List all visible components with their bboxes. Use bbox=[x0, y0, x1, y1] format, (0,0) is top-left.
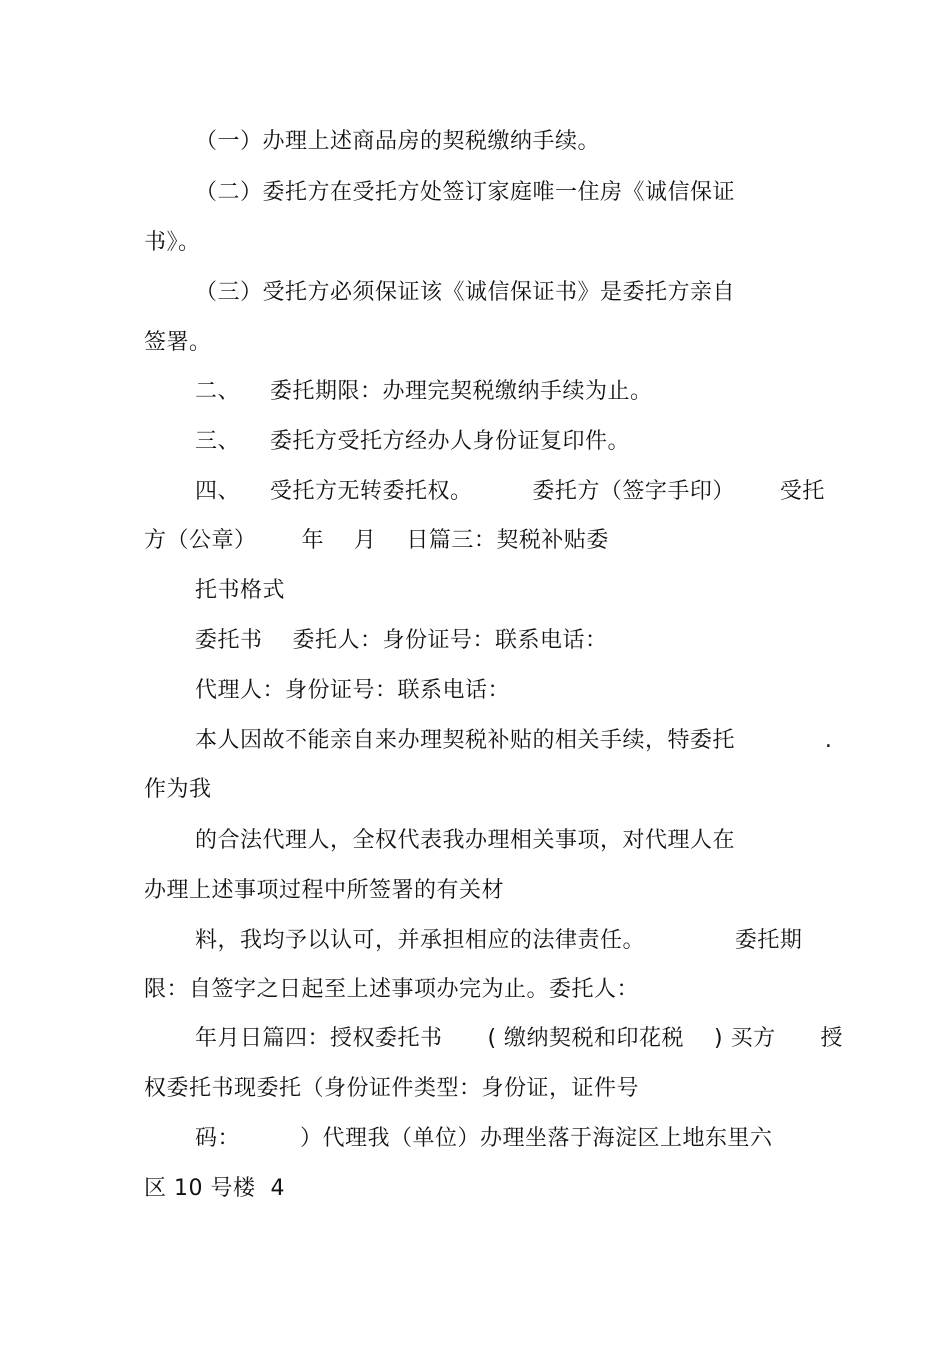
text-line-17: 料，我均予以认可，并承担相应的法律责任。 委托期 bbox=[195, 928, 803, 953]
text-line-13: 本人因故不能亲自来办理契税补贴的相关手续，特委托 . bbox=[195, 728, 833, 753]
text-line-21: 码： ）代理我（单位）办理坐落于海淀区上地东里六 bbox=[195, 1126, 773, 1151]
text-line-4: （三）受托方必须保证该《诚信保证书》是委托方亲自 bbox=[195, 280, 736, 305]
text-line-14: 作为我 bbox=[144, 777, 212, 802]
text-line-19: 年月日篇四：授权委托书 ( 缴纳契税和印花税 ) 买方 授 bbox=[195, 1026, 844, 1051]
text-line-15: 的合法代理人，全权代表我办理相关事项，对代理人在 bbox=[195, 828, 736, 853]
text-line-11: 委托书 委托人：身份证号：联系电话： bbox=[195, 628, 608, 653]
text-line-2: （二）委托方在受托方处签订家庭唯一住房《诚信保证 bbox=[195, 180, 736, 205]
text-line-10: 托书格式 bbox=[195, 578, 286, 603]
text-line-7: 三、 委托方受托方经办人身份证复印件。 bbox=[195, 429, 630, 454]
text-line-12: 代理人：身份证号：联系电话： bbox=[195, 678, 511, 703]
text-line-3: 书》。 bbox=[144, 230, 201, 255]
text-line-20: 权委托书现委托（身份证件类型：身份证，证件号 bbox=[144, 1076, 640, 1101]
text-line-6: 二、 委托期限：办理完契税缴纳手续为止。 bbox=[195, 379, 653, 404]
text-line-9: 方（公章） 年 月 日篇三：契税补贴委 bbox=[144, 528, 609, 553]
text-line-1: （一）办理上述商品房的契税缴纳手续。 bbox=[195, 129, 601, 154]
text-line-8: 四、 受托方无转委托权。 委托方（签字手印） 受托 bbox=[195, 479, 825, 504]
text-line-5: 签署。 bbox=[144, 330, 212, 355]
text-line-16: 办理上述事项过程中所签署的有关材 bbox=[144, 878, 505, 903]
text-line-18: 限：自签字之日起至上述事项办完为止。委托人： bbox=[144, 977, 640, 1002]
text-line-22: 区 10 号楼 4 bbox=[144, 1176, 285, 1201]
